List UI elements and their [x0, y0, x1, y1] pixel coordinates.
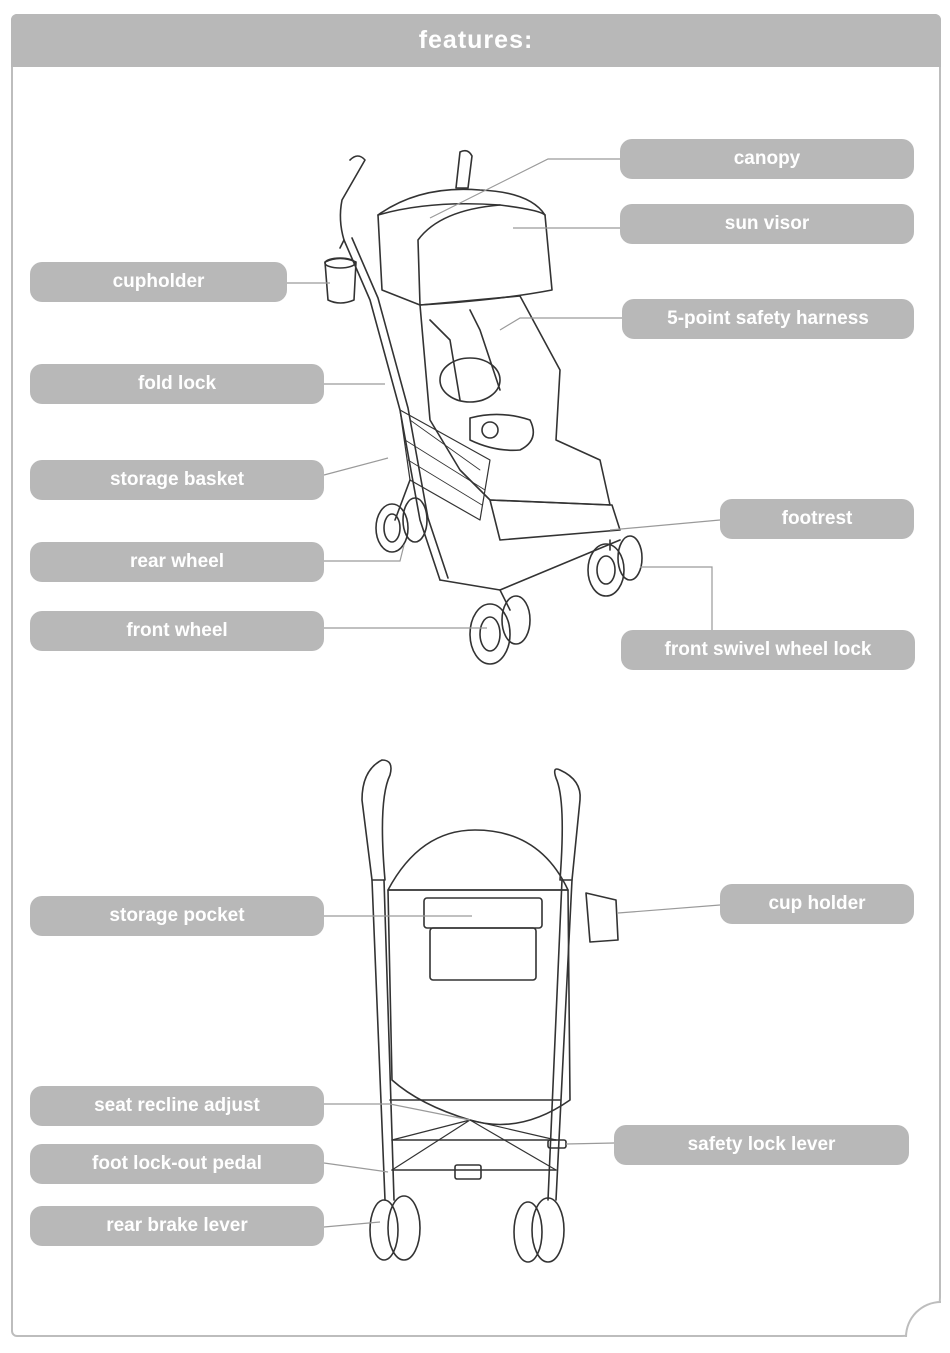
label-footrest: footrest: [720, 499, 914, 539]
footrest-shape: [490, 500, 620, 540]
rear-view-wheel-left: [370, 1200, 398, 1260]
label-seat-recline-adjust: seat recline adjust: [30, 1086, 324, 1126]
left-handle-grip: [340, 156, 365, 248]
label-cupholder: cupholder: [30, 262, 287, 302]
label-storage-pocket: storage pocket: [30, 896, 324, 936]
label-foot-lock-out-pedal: foot lock-out pedal: [30, 1144, 324, 1184]
label-canopy: canopy: [620, 139, 914, 179]
rear-right-handle: [555, 769, 581, 880]
rear-canopy: [388, 830, 568, 890]
label-cup-holder: cup holder: [720, 884, 914, 924]
rear-view-wheel-right: [514, 1202, 542, 1262]
label-safety-lock-lever: safety lock lever: [614, 1125, 909, 1165]
rear-left-handle: [362, 760, 391, 880]
foot-pedal: [455, 1165, 481, 1179]
label-fold-lock: fold lock: [30, 364, 324, 404]
right-handle-grip: [456, 151, 472, 188]
label-rear-wheel: rear wheel: [30, 542, 324, 582]
rear-stroller-drawing: [362, 760, 618, 1262]
label-safety-harness: 5-point safety harness: [622, 299, 914, 339]
cupholder-shape: [325, 259, 356, 304]
label-storage-basket: storage basket: [30, 460, 324, 500]
rear-cup-holder: [586, 893, 618, 942]
rear-pocket-flap: [424, 898, 542, 928]
label-front-swivel-wheel-lock: front swivel wheel lock: [621, 630, 915, 670]
label-front-wheel: front wheel: [30, 611, 324, 651]
seat-shape: [420, 296, 610, 505]
page-title: features:: [418, 26, 534, 54]
label-rear-brake-lever: rear brake lever: [30, 1206, 324, 1246]
label-sun-visor: sun visor: [620, 204, 914, 244]
rear-pocket-body: [430, 928, 536, 980]
canopy-shape: [378, 189, 552, 305]
